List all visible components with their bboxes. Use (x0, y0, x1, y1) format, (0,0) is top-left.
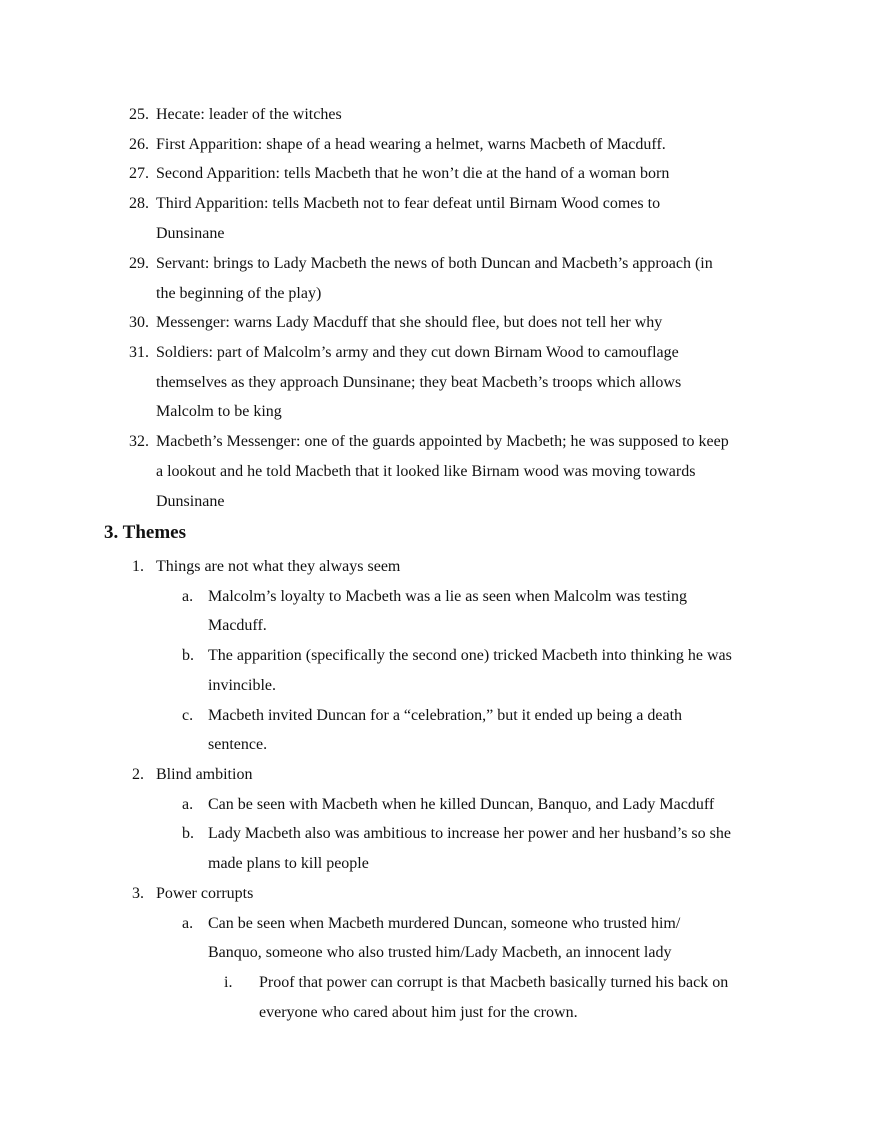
list-number: 28. (129, 195, 149, 212)
list-item-text: Second Apparition: tells Macbeth that he won’t die at the hand of a woman born (156, 165, 670, 182)
sub-letter: b. (182, 647, 194, 664)
sub-item-text: Lady Macbeth also was ambitious to increase her power and her husband’s so she (208, 825, 731, 842)
list-item-text: Third Apparition: tells Macbeth not to fear defeat until Birnam Wood comes to (156, 195, 661, 212)
list-item-text: Malcolm to be king (156, 403, 282, 420)
list-item-text: Messenger: warns Lady Macduff that she should flee, but does not tell her why (156, 314, 663, 331)
sub-letter: a. (182, 796, 194, 813)
theme-number: 2. (132, 766, 144, 783)
list-number: 32. (129, 433, 149, 450)
sub-item-text: Macduff. (208, 617, 267, 634)
sub-item-text: made plans to kill people (208, 855, 369, 872)
list-number: 27. (129, 165, 149, 182)
theme-number: 1. (132, 558, 144, 575)
list-number: 30. (129, 314, 149, 331)
sub-item-text: invincible. (208, 677, 276, 694)
list-number: 29. (129, 255, 149, 272)
sub-item-text: sentence. (208, 736, 268, 753)
list-item-text: the beginning of the play) (156, 285, 322, 302)
list-item-text: a lookout and he told Macbeth that it looked like Birnam wood was moving towards (156, 463, 696, 480)
list-number: 26. (129, 136, 149, 153)
sub-letter: a. (182, 588, 194, 605)
list-item-text: Servant: brings to Lady Macbeth the news of both Duncan and Macbeth’s approach (in (156, 255, 713, 272)
theme-number: 3. (132, 885, 144, 902)
subsub-item-text: Proof that power can corrupt is that Macbeth basically turned his back on (259, 974, 729, 991)
theme-title: Things are not what they always seem (156, 558, 401, 575)
sub-letter: b. (182, 825, 194, 842)
sub-item-text: Can be seen with Macbeth when he killed Duncan, Banquo, and Lady Macduff (208, 796, 715, 813)
list-number: 25. (129, 106, 149, 123)
list-item-text: Dunsinane (156, 225, 225, 242)
list-item-text: First Apparition: shape of a head wearing a helmet, warns Macbeth of Macduff. (156, 136, 666, 153)
sub-item-text: Macbeth invited Duncan for a “celebration,” but it ended up being a death (208, 707, 683, 724)
sub-letter: c. (182, 707, 194, 724)
list-item-text: Macbeth’s Messenger: one of the guards appointed by Macbeth; he was supposed to keep (156, 433, 729, 450)
theme-title: Power corrupts (156, 885, 254, 902)
list-number: 31. (129, 344, 149, 361)
list-item-text: Dunsinane (156, 493, 225, 510)
subsub-item-text: everyone who cared about him just for the crown. (259, 1004, 578, 1021)
list-item-text: Hecate: leader of the witches (156, 106, 342, 123)
subsub-marker: i. (224, 974, 233, 991)
sub-item-text: Malcolm’s loyalty to Macbeth was a lie as seen when Malcolm was testing (208, 588, 687, 605)
list-item-text: Soldiers: part of Malcolm’s army and they cut down Birnam Wood to camouflage (156, 344, 679, 361)
theme-title: Blind ambition (156, 766, 253, 783)
sub-item-text: Banquo, someone who also trusted him/Lady Macbeth, an innocent lady (208, 944, 672, 961)
sub-item-text: Can be seen when Macbeth murdered Duncan, someone who trusted him/ (208, 915, 681, 932)
section-heading: 3. Themes (104, 522, 186, 543)
sub-item-text: The apparition (specifically the second one) tricked Macbeth into thinking he was (208, 647, 732, 664)
list-item-text: themselves as they approach Dunsinane; they beat Macbeth’s troops which allows (156, 374, 682, 391)
sub-letter: a. (182, 915, 194, 932)
